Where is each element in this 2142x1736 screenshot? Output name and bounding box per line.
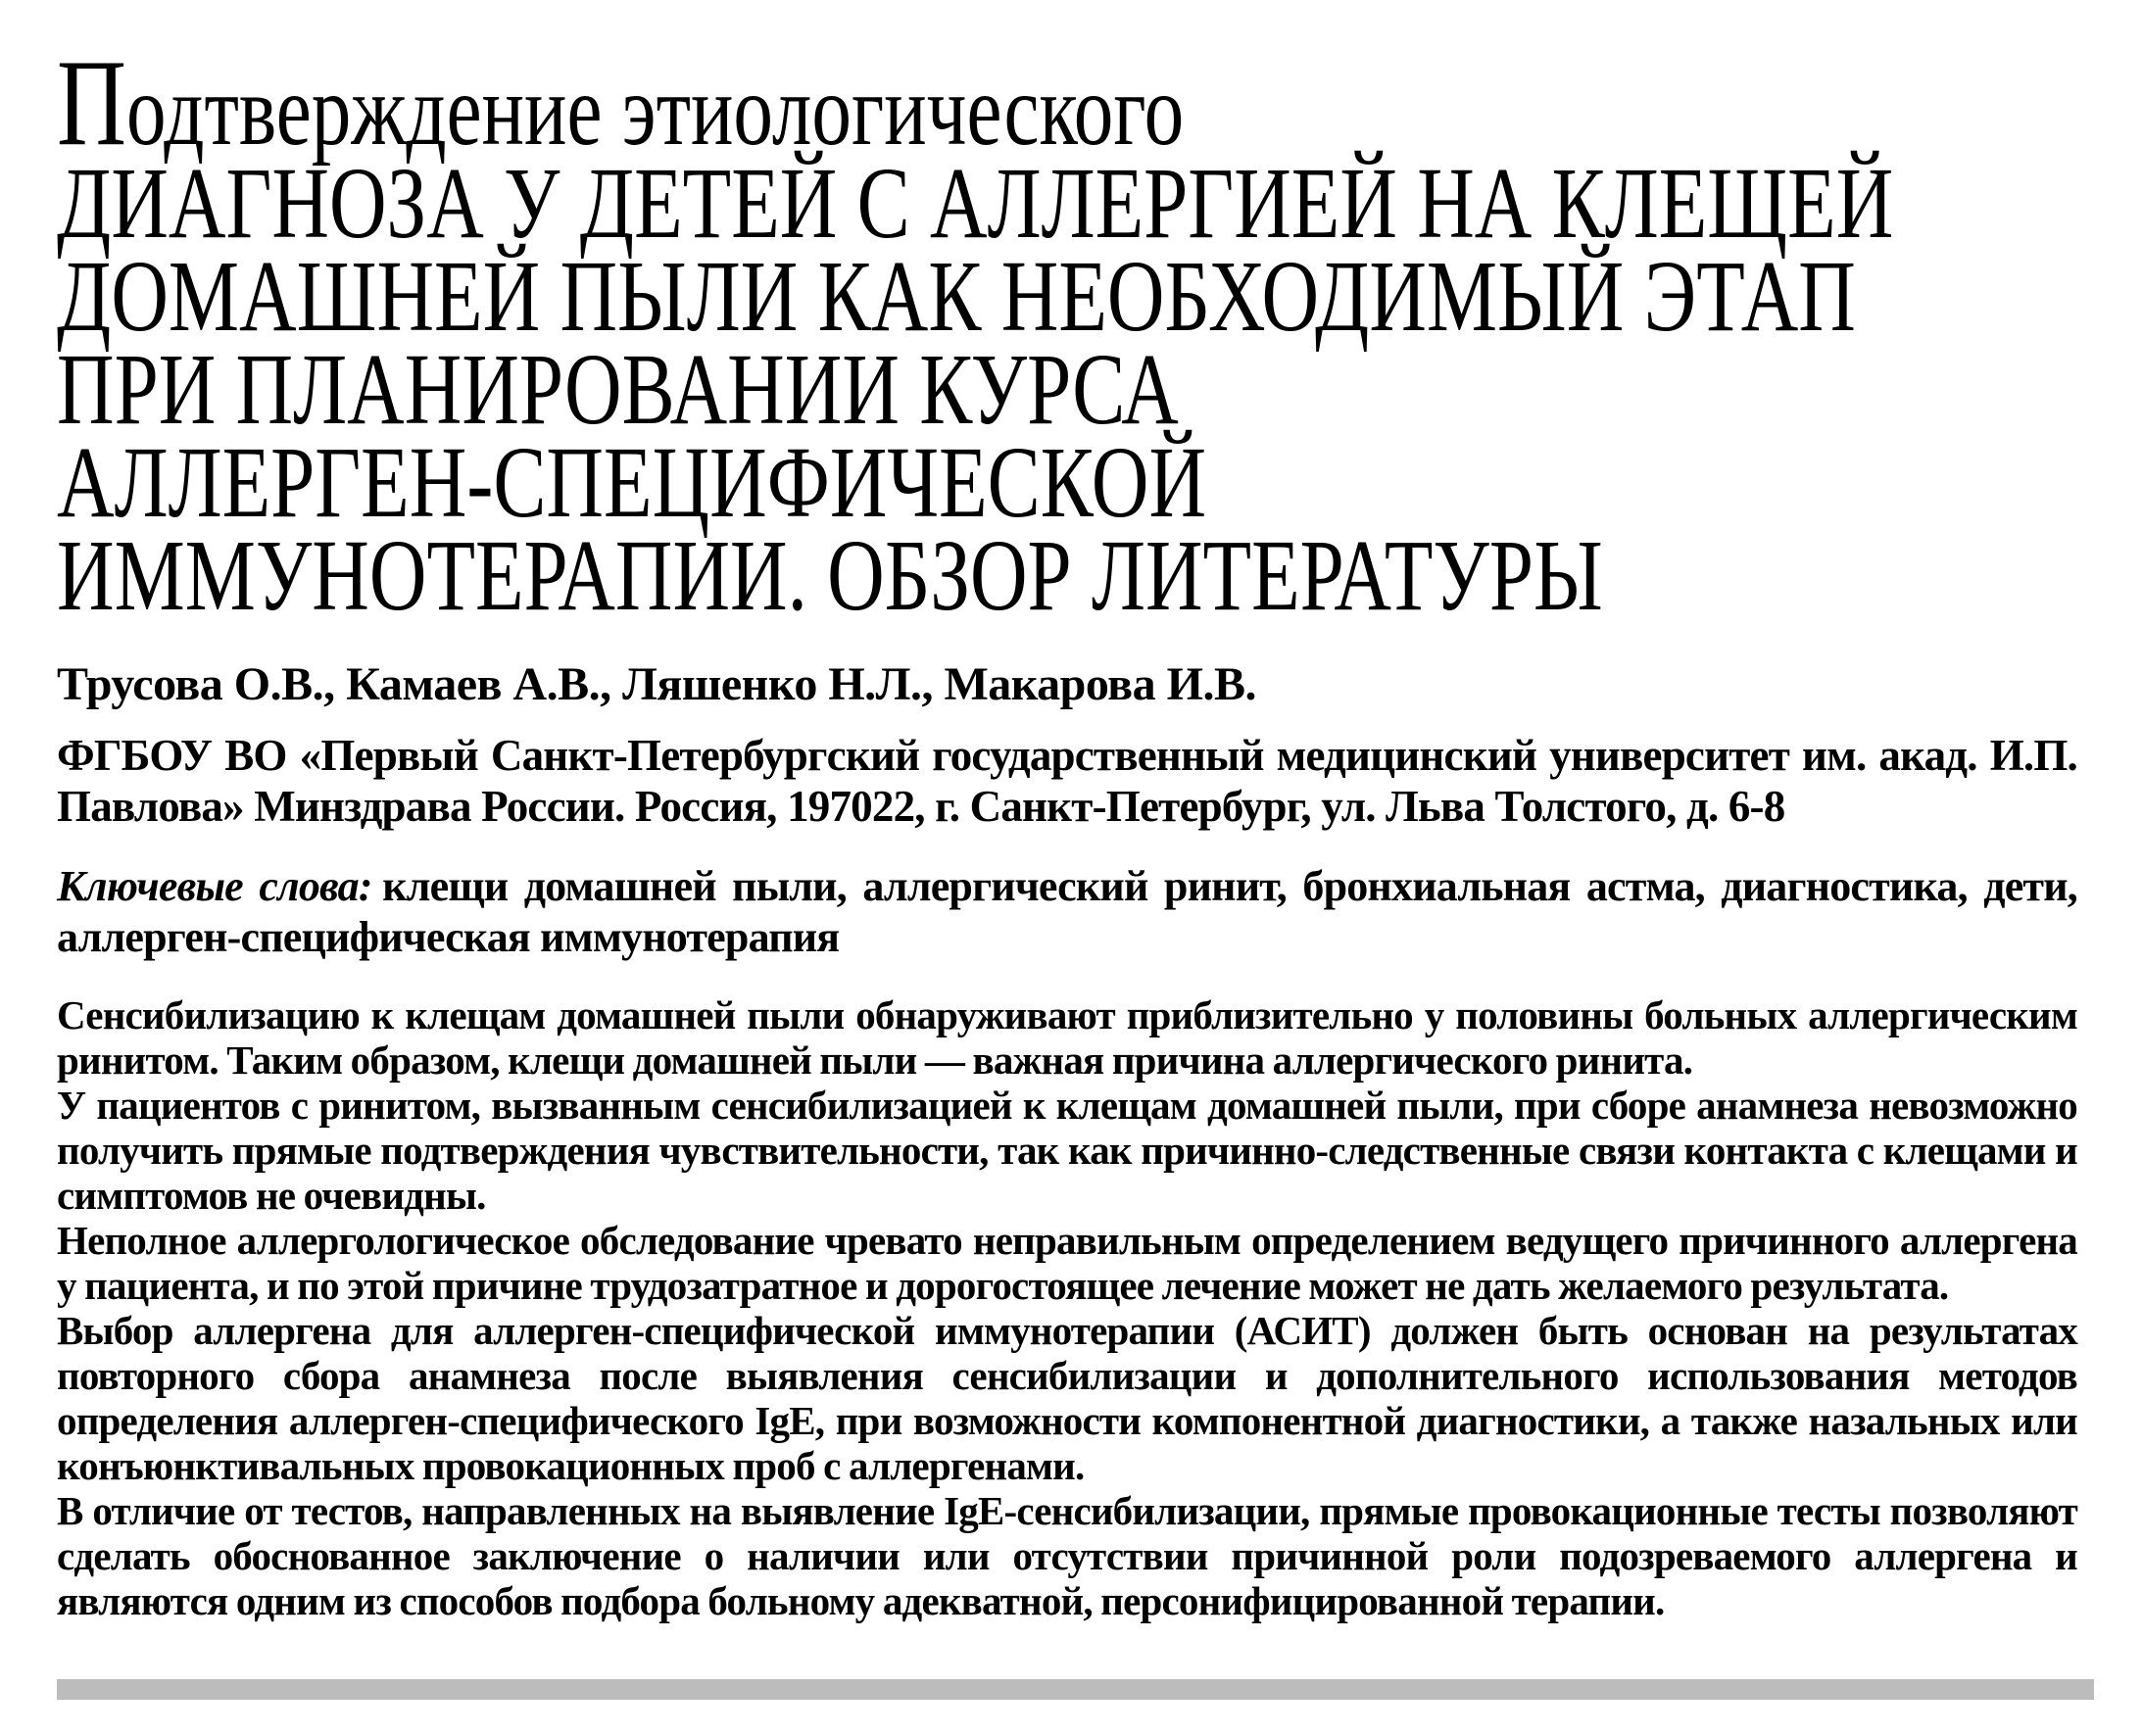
title-line: АЛЛЕРГЕН-СПЕЦИФИЧЕСКОЙ <box>57 426 1207 539</box>
title-line: Подтверждение этиологического <box>57 35 1185 171</box>
abstract-paragraph: Сенсибилизацию к клещам домашней пыли обнаруживают приблизительно у половины больных аллергическим ринитом. Таким образом, клещи домашней пыли — важная причина аллергического ринита. <box>57 992 2077 1083</box>
abstract-paragraph: Выбор аллергена для аллерген-специфической иммунотерапии (АСИТ) должен быть основан на результатах повторного сбора анамнеза после выявления сенсибилизации и дополнительного использования методов определения аллерген-специфического IgE, при возможности компонентной диагностики, а также назальных или конъюнктивальных провокационных проб с аллергенами. <box>57 1308 2077 1488</box>
keywords-block <box>57 861 2077 963</box>
keywords-label: Ключевые слова: <box>57 862 372 910</box>
affiliation: ФГБОУ ВО «Первый Санкт-Петербургский государственный медицинский университет им. акад. И.П. Павлова» Минздрава России. Россия, 197022, г. Санкт-Петербург, ул. Льва Толстого, д. 6-8 <box>57 731 2077 831</box>
title-line: ДОМАШНЕЙ ПЫЛИ КАК НЕОБХОДИМЫЙ ЭТАП <box>57 240 1856 353</box>
keywords-text: клещи домашней пыли, аллергический ринит, бронхиальная астма, диагностика, дети, аллерген-специфическая иммунотерапия <box>57 862 2077 961</box>
title-line: ИММУНОТЕРАПИИ. ОБЗОР ЛИТЕРАТУРЫ <box>57 519 1603 632</box>
abstract-paragraph: Неполное аллергологическое обследование чревато неправильным определением ведущего причинного аллергена у пациента, и по этой причине трудозатратное и дорогостоящее лечение может не дать желаемого результата. <box>57 1218 2077 1308</box>
abstract-paragraph: В отличие от тестов, направленных на выявление IgE-сенсибилизации, прямые провокационные тесты позволяют сделать обоснованное заключение о наличии или отсутствии причинной роли подозреваемого аллергена и являются одним из способов подбора больному адекватной, персонифицированной терапии. <box>57 1488 2077 1623</box>
abstract-paragraph: У пациентов с ринитом, вызванным сенсибилизацией к клещам домашней пыли, при сборе анамнеза невозможно получить прямые подтверждения чувствительности, так как причинно-следственные связи контакта с клещами и симптомов не очевидны. <box>57 1083 2077 1218</box>
title-line: ПРИ ПЛАНИРОВАНИИ КУРСА <box>57 333 1179 446</box>
page-title <box>57 35 2090 632</box>
authors-line: Трусова О.В., Камаев А.В., Ляшенко Н.Л., Макарова И.В. <box>57 658 1256 710</box>
abstract <box>57 992 2077 1623</box>
footer-divider-bar <box>57 1679 2094 1700</box>
title-line: ДИАГНОЗА У ДЕТЕЙ С АЛЛЕРГИЕЙ НА КЛЕЩЕЙ <box>57 147 1894 260</box>
